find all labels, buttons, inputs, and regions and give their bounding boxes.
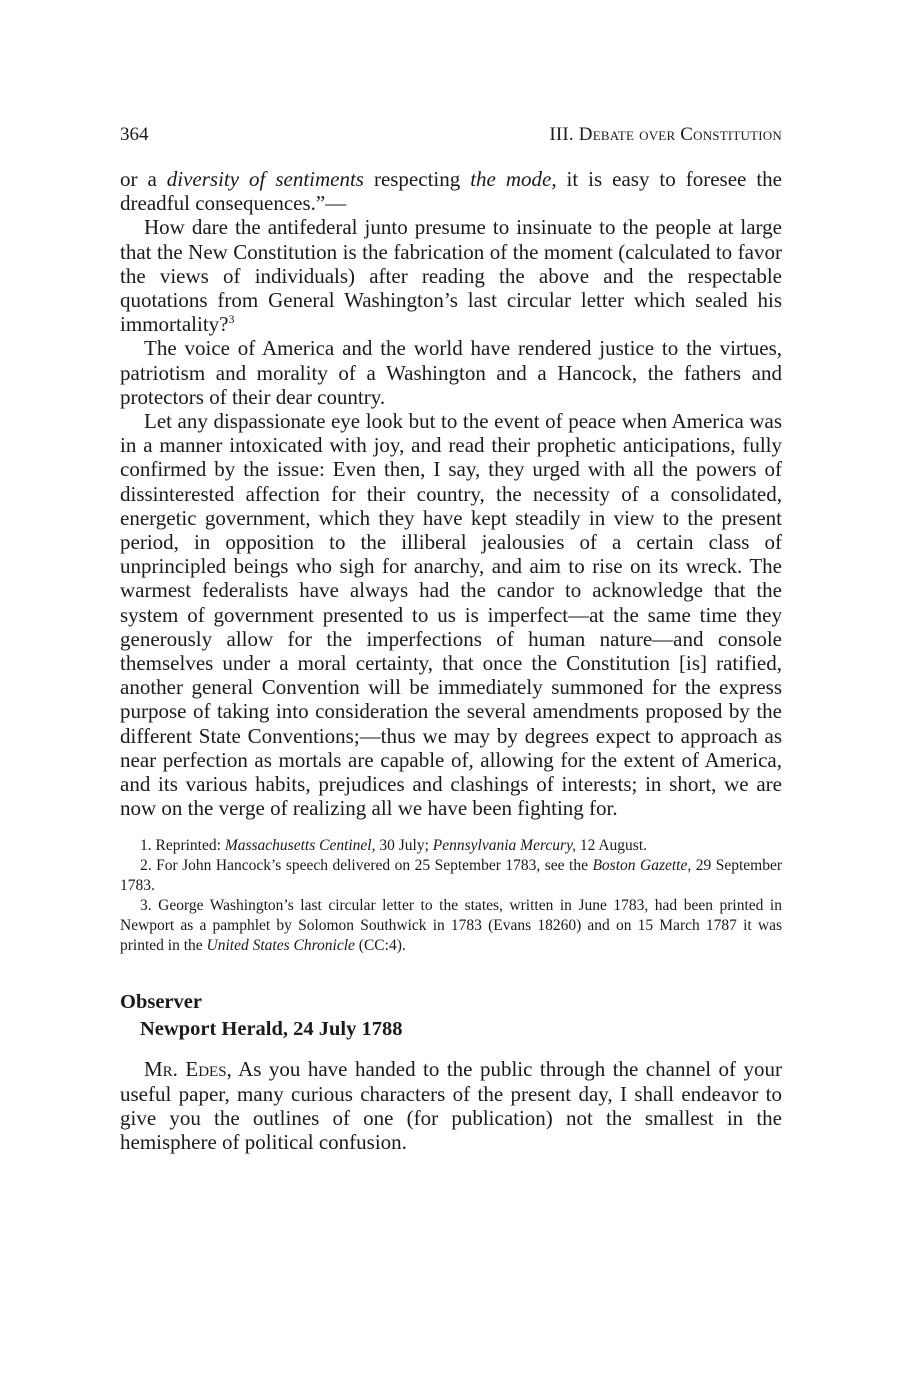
italic-run: United States Chronicle	[206, 937, 355, 955]
paragraph-junto	[120, 215, 782, 336]
page-number: 364	[120, 124, 149, 145]
continuation-paragraph	[120, 167, 782, 215]
text-run: 1. Reprinted:	[140, 837, 225, 855]
text-run: 3. George Washington’s last circular letter to the states, written in June 1783, had been printed in Newport as a pamphlet by Solomon Southwick in 1783 (Evans 18260) and on 15 March 1787 it was printed in the	[120, 897, 782, 955]
text-run: (CC:4).	[354, 937, 406, 955]
text-run: 30 July;	[375, 837, 433, 855]
running-title: III. Debate over Constitution	[549, 124, 782, 145]
footnote-3	[120, 896, 782, 956]
footnote-1	[120, 836, 782, 856]
italic-run: the mode,	[470, 167, 557, 191]
salutation: Mr. Edes,	[144, 1057, 232, 1082]
text-run: As you have handed to the public through the channel of your useful paper, many curious characters of the present day, I shall endeavor to give you the outlines of one (for publication) not the smallest in the hemisphere of political confusion.	[120, 1057, 783, 1155]
italic-run: Massachusetts Centinel,	[224, 837, 376, 855]
italic-run: Boston Gazette,	[592, 857, 692, 875]
paragraph-voice: The voice of America and the world have rendered justice to the virtues, patriotism and morality of a Washington and a Hancock, the fathers and protectors of their dear country.	[120, 336, 782, 409]
paragraph-edes	[120, 1057, 782, 1154]
footnote-2	[120, 856, 782, 896]
text-run: it is easy to foresee the dreadful consequences.”—	[120, 167, 782, 216]
text-run: respecting	[363, 167, 471, 191]
text-run: or a	[120, 167, 167, 191]
text-run: 2. For John Hancock’s speech delivered on 25 September 1783, see the	[140, 857, 593, 875]
section-author: Observer	[120, 991, 202, 1014]
text-run: How dare the antifederal junto presume to insinuate to the people at large that the New Constitution is the fabrication of the moment (calculated to favor the views of individuals) after reading the above and the respectable quotations from General Washington’s last circular letter which sealed his immortality?	[120, 215, 782, 337]
running-head	[120, 124, 782, 146]
italic-run: diversity of sentiments	[166, 167, 364, 191]
document-page	[120, 124, 782, 1154]
main-text	[120, 167, 782, 820]
text-run: 12 August.	[575, 837, 648, 855]
text-run: 29 September 1783.	[120, 857, 782, 895]
section-text	[120, 1057, 782, 1154]
note-reference: 3	[228, 312, 235, 327]
italic-run: Pennsylvania Mercury,	[432, 837, 576, 855]
paragraph-peace: Let any dispassionate eye look but to the event of peace when America was in a manner intoxicated with joy, and read their prophetic anticipations, fully confirmed by the issue: Even then, I say, they urged with all the powers of dissinterested affection for their country, the necessity of a consolidated, energetic government, which they have kept steadily in view to the present period, in opposition to the illiberal jealousies of a certain class of unprincipled beings who sigh for anarchy, and aim to rise on its wreck. The warmest federalists have always had the candor to acknowledge that the system of government presented to us is imperfect—at the same time they generously allow for the imperfections of human nature—and console themselves under a moral certainty, that once the Constitution [is] ratified, another general Convention will be immediately summoned for the express purpose of taking into consideration the several amendments proposed by the different State Conventions;—thus we may by degrees expect to approach as near perfection as mortals are capable of, allowing for the extent of America, and its various habits, prejudices and clashings of interests; in short, we are now on the verge of realizing all we have been fighting for.	[120, 409, 782, 821]
section-source: Newport Herald, 24 July 1788	[140, 1018, 403, 1041]
footnotes	[120, 836, 782, 956]
